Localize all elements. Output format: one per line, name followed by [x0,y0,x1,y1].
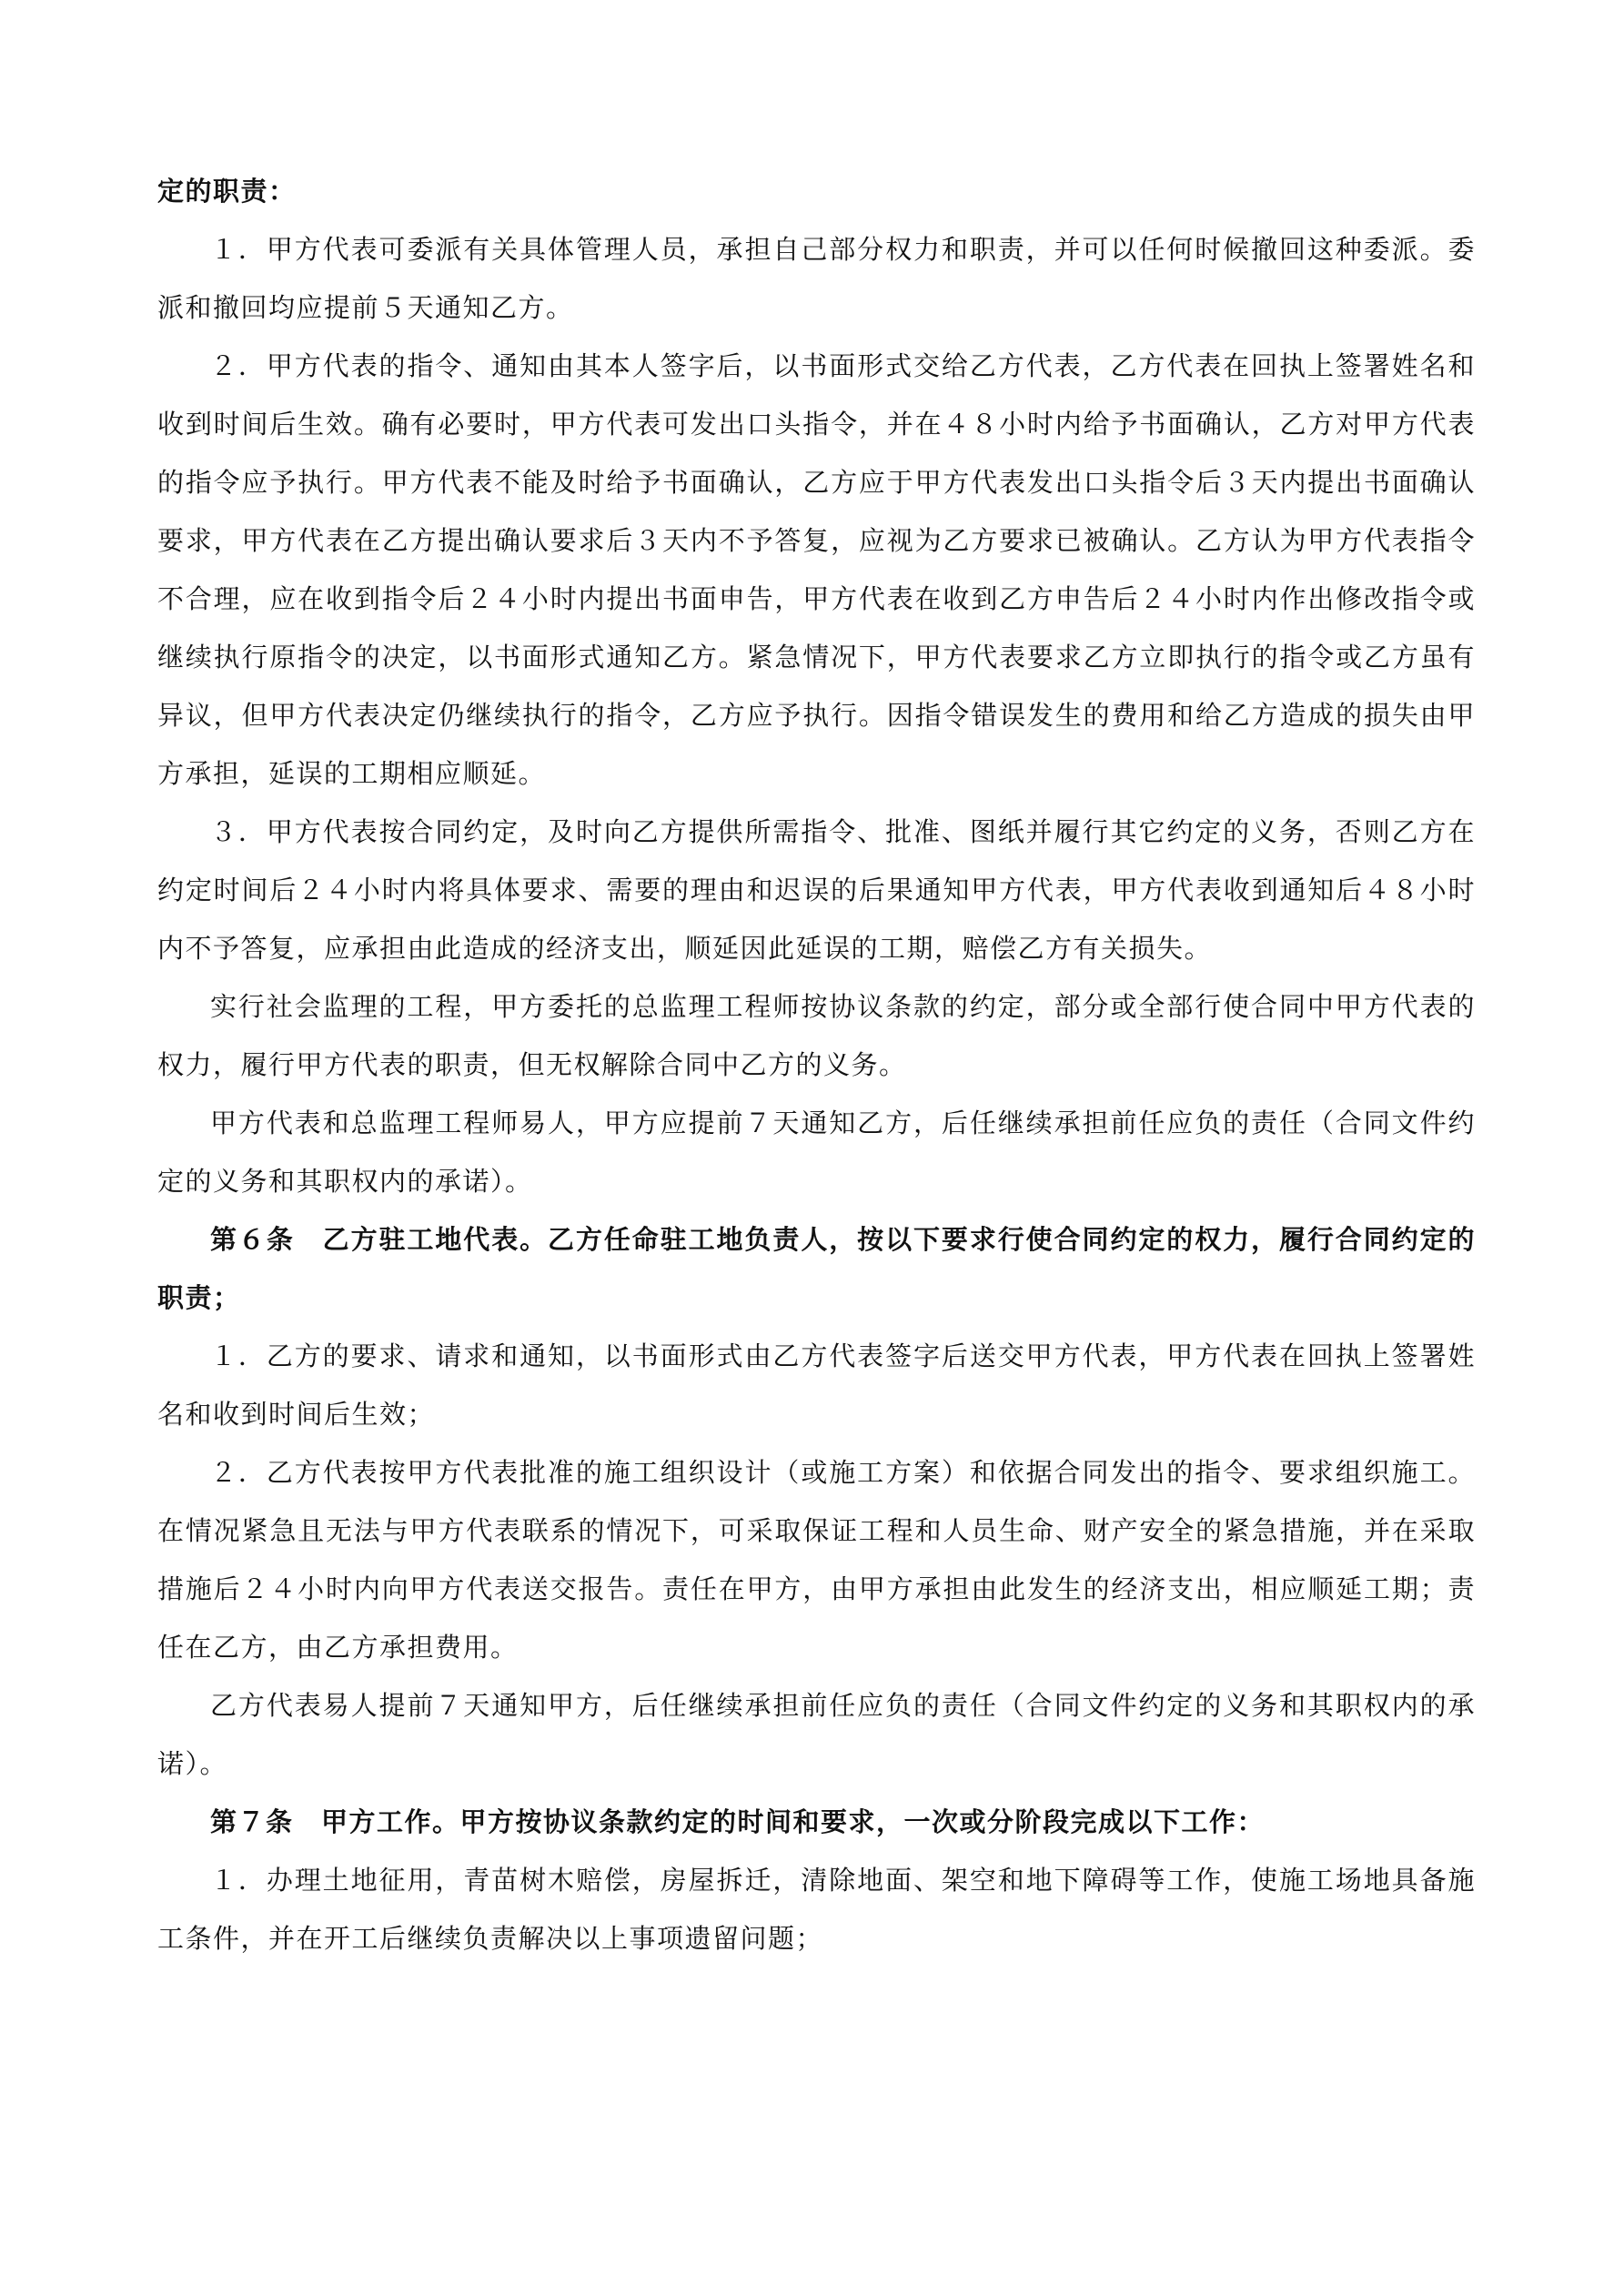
representative-change-paragraph: 甲方代表和总监理工程师易人，甲方应提前７天通知乙方，后任继续承担前任应负的责任（合同文件约定的义务和其职权内的承诺）。 [157,1108,1476,1197]
clause-6-item-2: ２．乙方代表按甲方代表批准的施工组织设计（或施工方案）和依据合同发出的指令、要求组织施工。在情况紧急且无法与甲方代表联系的情况下，可采取保证工程和人员生命、财产安全的紧急措施，并在采取措施后２４小时内向甲方代表送交报告。责任在甲方，由甲方承担由此发生的经济支出，相应顺延工期；责任在乙方，由乙方承担费用。 [157,1457,1476,1663]
section-heading-continuation: 定的职责： [157,176,297,207]
supervision-paragraph: 实行社会监理的工程，甲方委托的总监理工程师按协议条款的约定，部分或全部行使合同中甲方代表的权力，履行甲方代表的职责，但无权解除合同中乙方的义务。 [157,991,1476,1080]
clause-5-item-2: ２．甲方代表的指令、通知由其本人签字后，以书面形式交给乙方代表，乙方代表在回执上签署姓名和收到时间后生效。确有必要时，甲方代表可发出口头指令，并在４８小时内给予书面确认，乙方对甲方代表的指令应予执行。甲方代表不能及时给予书面确认，乙方应于甲方代表发出口头指令后３天内提出书面确认要求，甲方代表在乙方提出确认要求后３天内不予答复，应视为乙方要求已被确认。乙方认为甲方代表指令不合理，应在收到指令后２４小时内提出书面申告，甲方代表在收到乙方申告后２４小时内作出修改指令或继续执行原指令的决定，以书面形式通知乙方。紧急情况下，甲方代表要求乙方立即执行的指令或乙方虽有异议，但甲方代表决定仍继续执行的指令，乙方应予执行。因指令错误发生的费用和给乙方造成的损失由甲方承担，延误的工期相应顺延。 [157,350,1476,789]
clause-6-item-1: １．乙方的要求、请求和通知，以书面形式由乙方代表签字后送交甲方代表，甲方代表在回执上签署姓名和收到时间后生效； [157,1340,1476,1430]
clause-6-heading: 第６条 乙方驻工地代表。乙方任命驻工地负责人，按以下要求行使合同约定的权力，履行合同约定的职责； [157,1224,1476,1313]
clause-7-item-1: １．办理土地征用，青苗树木赔偿，房屋拆迁，清除地面、架空和地下障碍等工作，使施工场地具备施工条件，并在开工后继续负责解决以上事项遗留问题； [157,1865,1476,1954]
clause-5-item-1: １．甲方代表可委派有关具体管理人员，承担自己部分权力和职责，并可以任何时候撤回这种委派。委派和撤回均应提前５天通知乙方。 [157,234,1476,323]
contractor-representative-change-paragraph: 乙方代表易人提前７天通知甲方，后任继续承担前任应负的责任（合同文件约定的义务和其职权内的承诺）。 [157,1690,1476,1779]
clause-5-item-3: ３．甲方代表按合同约定，及时向乙方提供所需指令、批准、图纸并履行其它约定的义务，否则乙方在约定时间后２４小时内将具体要求、需要的理由和迟误的后果通知甲方代表，甲方代表收到通知后４８小时内不予答复，应承担由此造成的经济支出，顺延因此延误的工期，赔偿乙方有关损失。 [157,816,1476,964]
clause-7-heading: 第７条 甲方工作。甲方按协议条款约定的时间和要求，一次或分阶段完成以下工作： [210,1806,1266,1837]
